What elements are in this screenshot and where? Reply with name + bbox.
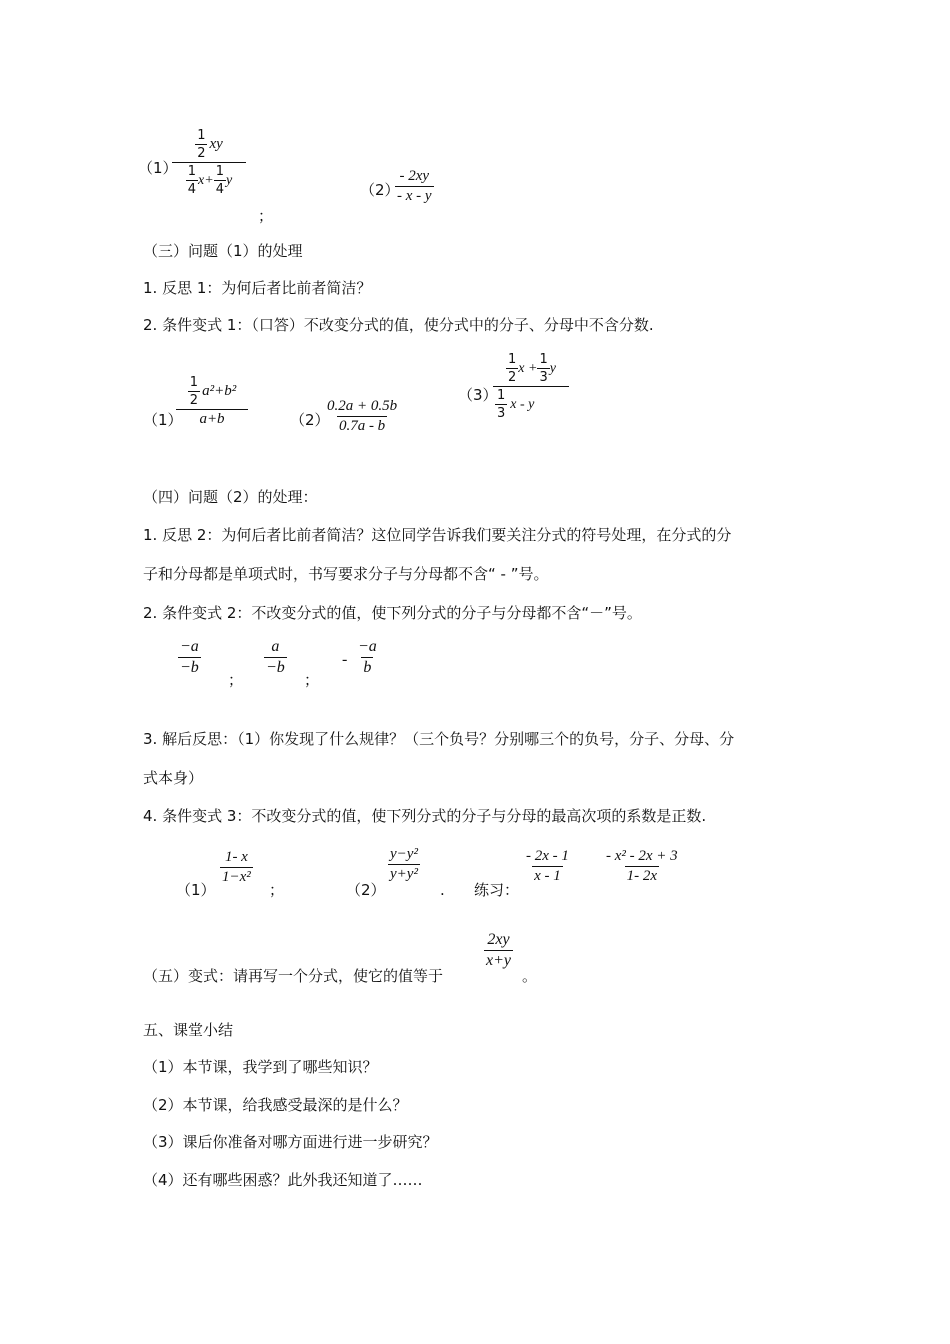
s1-den: −b <box>180 659 199 676</box>
practice-fraction-2 <box>604 848 680 885</box>
v3-1-num: 1- x <box>224 849 248 865</box>
section-4-line-3b: 式本身） <box>143 769 204 787</box>
summary-heading: 五、课堂小结 <box>143 1021 234 1039</box>
section-3-line-2: 2. 条件变式 1：（口答）不改变分式的值，使分式中的分子、分母中不含分数. <box>143 316 654 334</box>
sign-fraction-3 <box>356 638 379 677</box>
sign-prefix-minus: - <box>342 651 348 668</box>
v1f2-num: 0.2a + 0.5b <box>327 398 398 414</box>
variant-1-label-1: （1） <box>143 411 183 429</box>
section-3-line-1: 1. 反思 1：为何后者比前者简洁？ <box>143 279 372 297</box>
v1f3-n-a1: 1 <box>508 352 517 367</box>
sign-fraction-1 <box>178 638 201 677</box>
ex1-den-a-d: 4 <box>187 182 197 197</box>
p1-den: x - 1 <box>534 868 561 884</box>
variant-1-fraction-3 <box>493 352 569 421</box>
s1-num: −a <box>180 638 199 655</box>
variant-3-label-1: （1） <box>176 881 216 899</box>
s5-den: x+y <box>486 952 511 969</box>
example-1-label: （1） <box>138 159 178 177</box>
variant-3-fraction-1 <box>220 849 253 886</box>
variant-1-label-3: （3） <box>458 386 498 404</box>
example-2-fraction <box>395 168 434 205</box>
section-4-line-4: 4. 条件变式 3：不改变分式的值，使下列分式的分子与分母的最高次项的系数是正数. <box>143 807 707 825</box>
variant-1-fraction-1 <box>176 375 248 428</box>
ex1-num-var: xy <box>209 136 223 152</box>
v1f3-den-rest: x - y <box>510 396 535 412</box>
v1f3-num-y: y <box>549 360 556 376</box>
variant-3-fraction-2 <box>388 846 420 883</box>
v1f1-num-rest: a²+b² <box>202 383 237 399</box>
p2-den: 1- 2x <box>626 868 658 884</box>
v1f3-num-x: x + <box>518 360 538 376</box>
v1f3-n-a2: 2 <box>508 370 517 385</box>
summary-item-1: （1）本节课，我学到了哪些知识？ <box>143 1058 378 1076</box>
ex1-num-half-d: 2 <box>197 146 206 161</box>
ex1-den-a-n: 1 <box>187 164 197 179</box>
p1-num: - 2x - 1 <box>526 848 569 864</box>
summary-item-3: （3）课后你准备对哪方面进行进一步研究？ <box>143 1133 438 1151</box>
section-5-fraction <box>484 931 513 970</box>
v1f3-d-a2: 3 <box>497 406 506 421</box>
s3-num: −a <box>358 638 377 655</box>
example-1-fraction <box>172 128 246 197</box>
variant-3-sep-2: . <box>440 881 445 899</box>
section-4-heading: （四）问题（2）的处理： <box>143 488 318 506</box>
sign-fraction-2 <box>264 638 287 677</box>
section-4-line-1b: 子和分母都是单项式时，书写要求分子与分母都不含“ - ”号。 <box>143 565 549 583</box>
ex1-den-x: x+ <box>198 172 214 188</box>
ex1-den-b-d: 4 <box>215 182 224 197</box>
example-2-label: （2） <box>360 181 400 199</box>
v1f1-den: a+b <box>176 409 248 428</box>
s3-den: b <box>363 659 372 676</box>
ex2-denominator: - x - y <box>397 188 432 204</box>
p2-num: - x² - 2x + 3 <box>606 848 678 864</box>
variant-1-fraction-2 <box>325 398 399 435</box>
sign-separator-1: ； <box>228 671 244 689</box>
v1f2-den: 0.7a - b <box>338 418 386 434</box>
v1f3-d-a1: 1 <box>497 388 506 403</box>
section-5-text: （五）变式：请再写一个分式，使它的值等于 <box>143 967 444 985</box>
s2-num: a <box>271 638 280 655</box>
variant-1-label-2: （2） <box>290 411 330 429</box>
section-4-line-2: 2. 条件变式 2：不改变分式的值，使下列分式的分子与分母都不含“－”号。 <box>143 604 642 622</box>
ex1-den-b-n: 1 <box>215 164 224 179</box>
section-4-line-1: 1. 反思 2：为何后者比前者简洁？这位同学告诉我们要关注分式的符号处理，在分式的分 <box>143 526 732 544</box>
summary-item-2: （2）本节课，给我感受最深的是什么？ <box>143 1096 408 1114</box>
variant-3-label-2: （2） <box>346 881 386 899</box>
practice-label: 练习： <box>474 881 520 899</box>
v3-2-den: y+y² <box>390 866 418 882</box>
variant-3-sep-1: ； <box>269 881 285 899</box>
ex1-den-y: y <box>226 172 233 188</box>
ex1-num-half-n: 1 <box>197 128 206 143</box>
v1f3-n-b2: 3 <box>539 370 548 385</box>
section-4-line-3: 3. 解后反思：（1）你发现了什么规律？（三个负号？分别哪三个的负号，分子、分母、分 <box>143 730 735 748</box>
practice-fraction-1 <box>524 848 571 885</box>
v1f3-n-b1: 1 <box>539 352 548 367</box>
sign-separator-2: ； <box>304 671 320 689</box>
summary-item-4: （4）还有哪些困惑？此外我还知道了…… <box>143 1171 423 1189</box>
s5-num: 2xy <box>487 931 510 948</box>
example-separator: ； <box>258 207 274 225</box>
section-3-heading: （三）问题（1）的处理 <box>143 242 303 260</box>
s2-den: −b <box>266 659 285 676</box>
v1f1-n-b: 2 <box>189 393 199 408</box>
v3-2-num: y−y² <box>390 846 418 862</box>
section-5-end: 。 <box>522 967 538 985</box>
v1f1-n-a: 1 <box>189 375 199 390</box>
v3-1-den: 1−x² <box>222 869 251 885</box>
ex2-numerator: - 2xy <box>399 168 430 184</box>
